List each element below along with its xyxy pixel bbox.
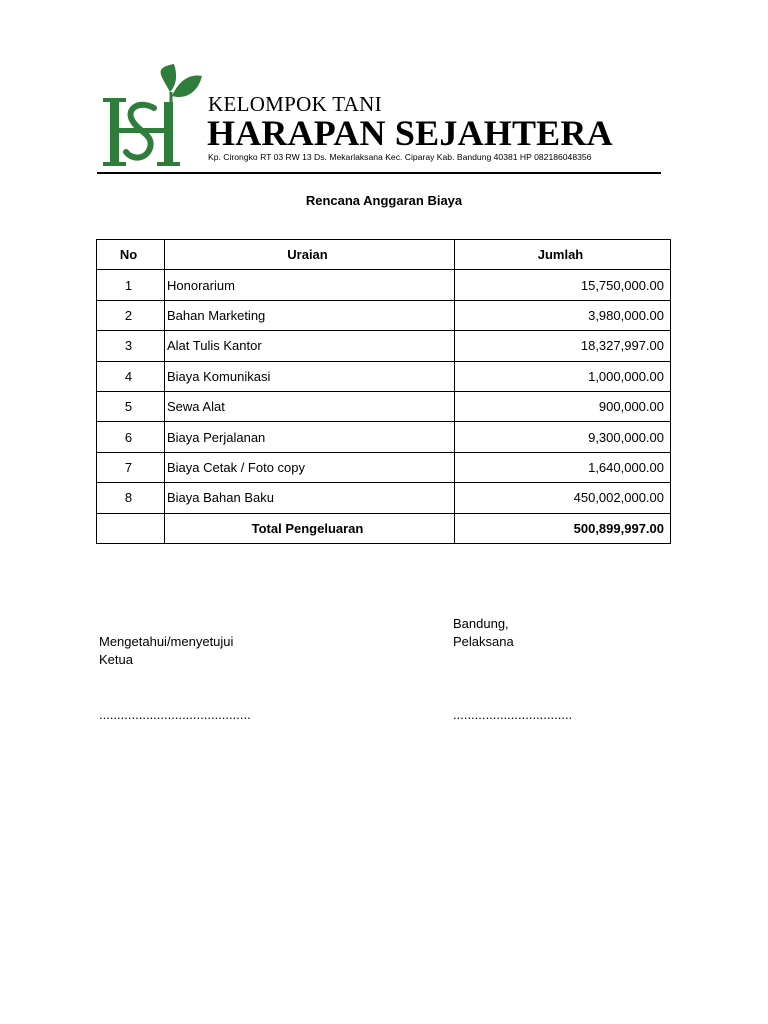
table-row — [97, 391, 671, 421]
org-address: Kp. Cirongko RT 03 RW 13 Ds. Mekarlaksana Kec. Ciparay Kab. Bandung 40381 HP 082186048356 — [208, 152, 592, 162]
row-jumlah: 900,000.00 — [455, 391, 671, 421]
signature-right-place: Bandung, — [453, 616, 509, 631]
row-no: 7 — [97, 452, 165, 482]
row-jumlah: 450,002,000.00 — [455, 483, 671, 513]
document-title: Rencana Anggaran Biaya — [305, 193, 463, 208]
header-divider — [97, 172, 661, 174]
budget-table — [96, 239, 671, 544]
header-no: No — [97, 240, 165, 270]
table-row — [97, 483, 671, 513]
total-no-cell — [97, 513, 165, 543]
row-uraian: Biaya Perjalanan — [165, 422, 455, 452]
row-jumlah: 1,000,000.00 — [455, 361, 671, 391]
right-leaf-icon — [172, 76, 202, 97]
row-jumlah: 1,640,000.00 — [455, 452, 671, 482]
organization-logo — [100, 62, 204, 168]
row-no: 8 — [97, 483, 165, 513]
row-jumlah: 9,300,000.00 — [455, 422, 671, 452]
row-uraian: Bahan Marketing — [165, 300, 455, 330]
header-jumlah: Jumlah — [455, 240, 671, 270]
row-jumlah: 3,980,000.00 — [455, 300, 671, 330]
row-jumlah: 18,327,997.00 — [455, 331, 671, 361]
total-row — [97, 513, 671, 543]
row-uraian: Honorarium — [165, 270, 455, 300]
row-no: 4 — [97, 361, 165, 391]
signature-left-line1: Mengetahui/menyetujui — [99, 634, 234, 649]
total-label: Total Pengeluaran — [165, 513, 455, 543]
table-row — [97, 361, 671, 391]
left-leaf-icon — [161, 64, 176, 92]
signature-left-line2: Ketua — [99, 652, 133, 667]
signature-left-dots: .......................................... — [99, 707, 251, 722]
org-name-line1: KELOMPOK TANI — [208, 92, 382, 116]
table-row — [97, 422, 671, 452]
row-no: 2 — [97, 300, 165, 330]
row-no: 1 — [97, 270, 165, 300]
table-header-row — [97, 240, 671, 270]
table-row — [97, 331, 671, 361]
table-row — [97, 452, 671, 482]
row-uraian: Sewa Alat — [165, 391, 455, 421]
table-row — [97, 300, 671, 330]
row-uraian: Alat Tulis Kantor — [165, 331, 455, 361]
total-value: 500,899,997.00 — [455, 513, 671, 543]
table-row — [97, 270, 671, 300]
row-no: 5 — [97, 391, 165, 421]
row-no: 6 — [97, 422, 165, 452]
org-name-line2: HARAPAN SEJAHTERA — [207, 113, 613, 153]
signature-right-role: Pelaksana — [453, 634, 514, 649]
row-jumlah: 15,750,000.00 — [455, 270, 671, 300]
row-uraian: Biaya Bahan Baku — [165, 483, 455, 513]
signature-right-dots: ................................. — [453, 707, 573, 722]
row-no: 3 — [97, 331, 165, 361]
header-uraian: Uraian — [165, 240, 455, 270]
row-uraian: Biaya Cetak / Foto copy — [165, 452, 455, 482]
row-uraian: Biaya Komunikasi — [165, 361, 455, 391]
